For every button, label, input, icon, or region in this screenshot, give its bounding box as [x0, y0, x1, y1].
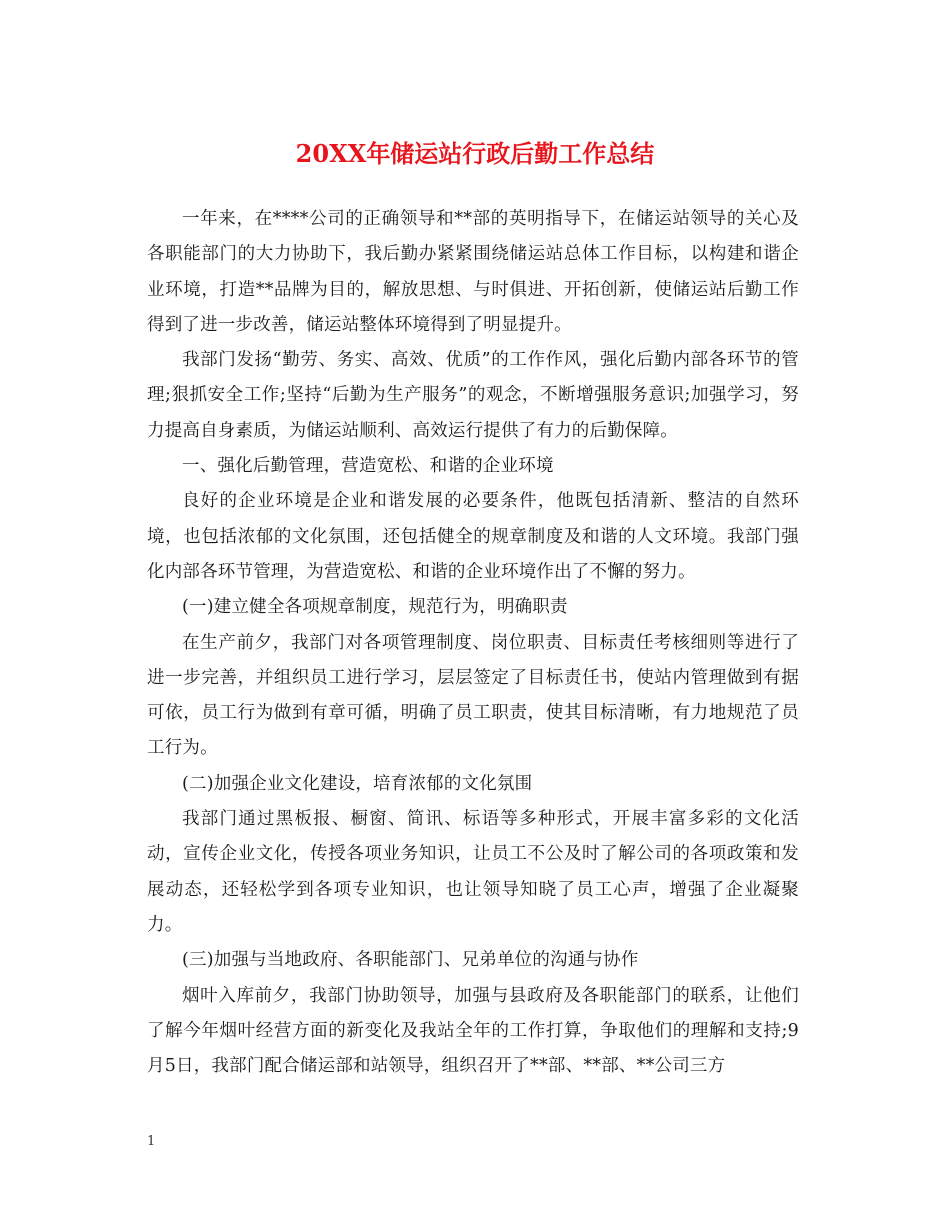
- subsection-heading-3: (三)加强与当地政府、各职能部门、兄弟单位的沟通与协作: [182, 950, 639, 971]
- subsection-heading-2: (二)加强企业文化建设，培育浓郁的文化氛围: [182, 773, 533, 794]
- document-title: 20XX年储运站行政后勤工作总结: [295, 139, 655, 168]
- paragraph-culture: 我部门通过黑板报、橱窗、简讯、标语等多种形式，开展丰富多彩的文化活动，宣传企业文化，传授各项业务知识，让员工不公及时了解公司的各项政策和发展动态，还轻松学到各项专业知识，也让领导知晓了员工心声，增强了企业凝聚力。: [147, 809, 799, 935]
- document-body: [147, 202, 799, 1084]
- paragraph-rules: 在生产前夕，我部门对各项管理制度、岗位职责、目标责任考核细则等进行了进一步完善，并组织员工进行学习，层层签定了目标责任书，使站内管理做到有据可依，员工行为做到有章可循，明确了员工职责，使其目标清晰，有力地规范了员工行为。: [147, 632, 799, 759]
- paragraph-work-style: 我部门发扬“勤劳、务实、高效、优质”的工作作风，强化后勤内部各环节的管理;狠抓安全工作;坚持“后勤为生产服务”的观念，不断增强服务意识;加强学习，努力提高自身素质，为储运站顺利、高效运行提供了有力的后勤保障。: [147, 350, 799, 441]
- section-heading-1: 一、强化后勤管理，营造宽松、和谐的企业环境: [182, 456, 554, 477]
- page-number: 1: [147, 1134, 156, 1149]
- subsection-heading-1: (一)建立健全各项规章制度，规范行为，明确职责: [182, 597, 568, 618]
- paragraph-environment: 良好的企业环境是企业和谐发展的必要条件，他既包括清新、整洁的自然环境，也包括浓郁的文化氛围，还包括健全的规章制度及和谐的人文环境。我部门强化内部各环节管理，为营造宽松、和谐的企业环境作出了不懈的努力。: [147, 491, 799, 582]
- paragraph-intro: 一年来，在****公司的正确领导和**部的英明指导下，在储运站领导的关心及各职能部门的大力协助下，我后勤办紧紧围绕储运站总体工作目标，以构建和谐企业环境，打造**品牌为目的，解放思想、与时俱进、开拓创新，使储运站后勤工作得到了进一步改善，储运站整体环境得到了明显提升。: [147, 209, 799, 335]
- paragraph-coordination: 烟叶入库前夕，我部门协助领导，加强与县政府及各职能部门的联系，让他们了解今年烟叶经营方面的新变化及我站全年的工作打算，争取他们的理解和支持;9月5日，我部门配合储运部和站领导，组织召开了**部、**部、**公司三方: [147, 985, 799, 1077]
